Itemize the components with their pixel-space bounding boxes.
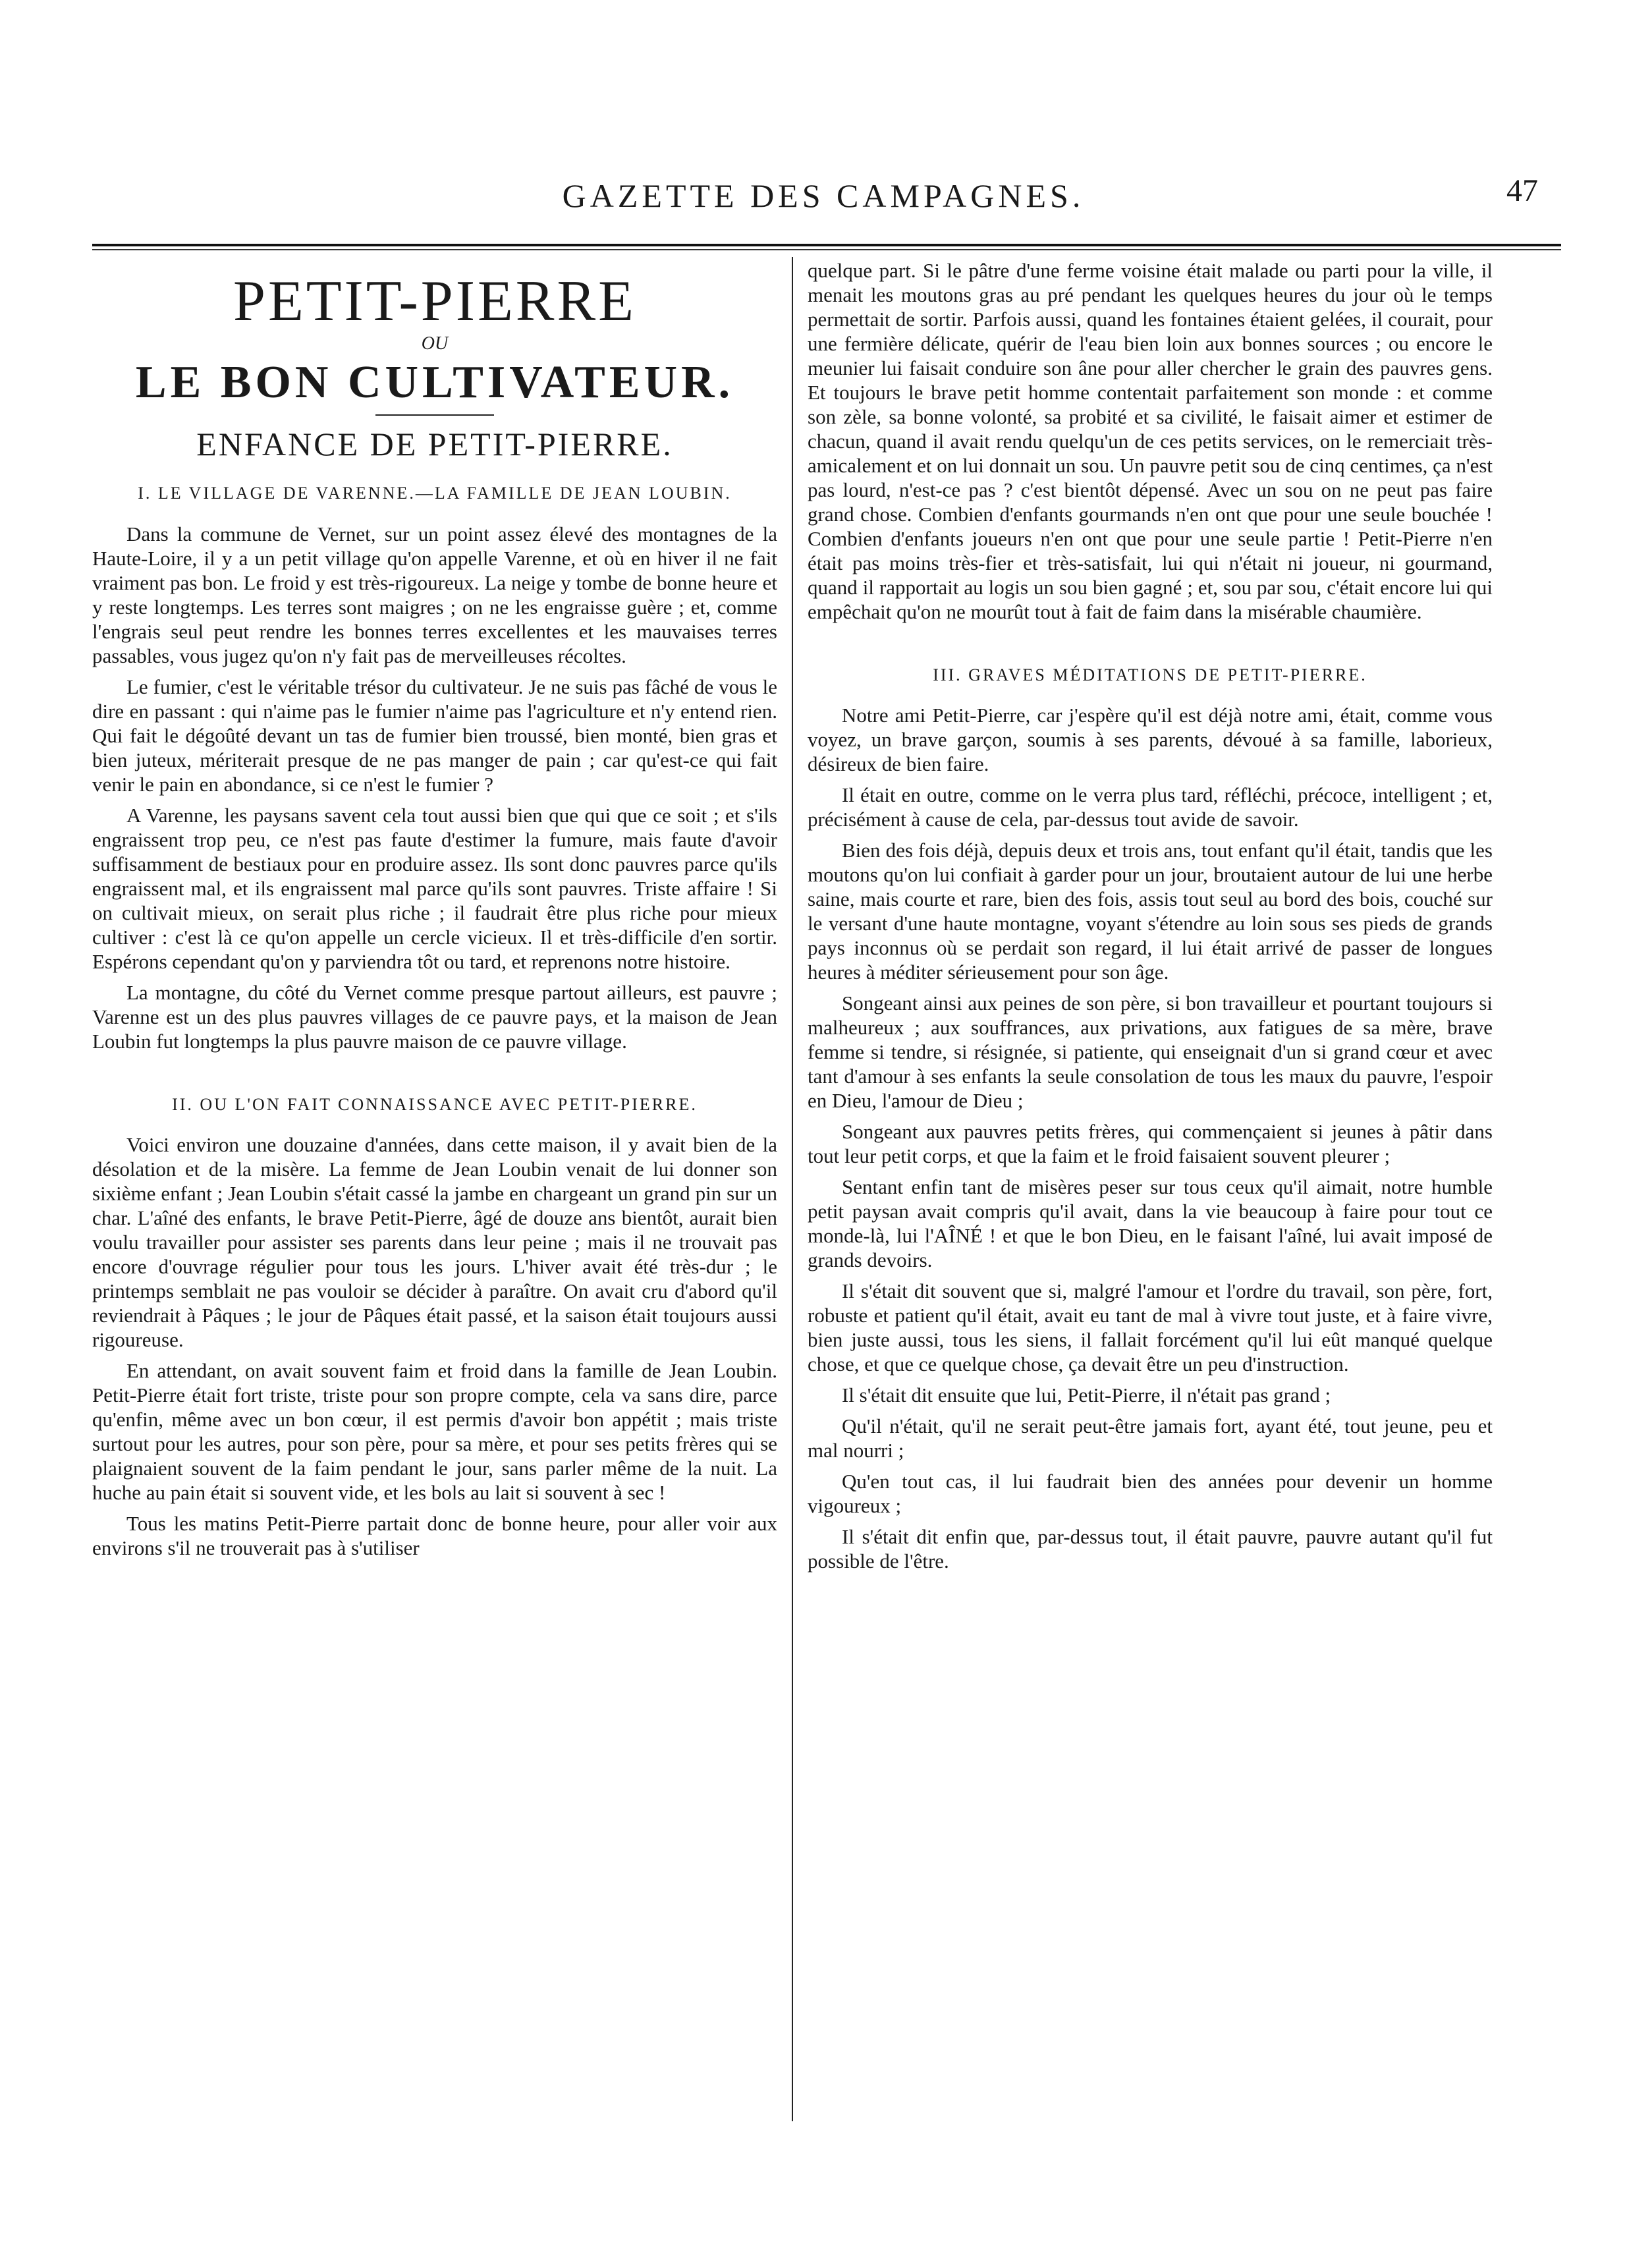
section-heading: II. OU L'ON FAIT CONNAISSANCE AVEC PETIT-PIERRE.	[172, 1094, 698, 1114]
paragraph: En attendant, on avait souvent faim et froid dans la famille de Jean Loubin. Petit-Pierre était fort triste, triste pour son propre compte, cela va sans dire, parce qu'enfin, même avec un bon cœur, il est permis d'avoir bon appétit ; mais triste surtout pour les autres, pour son père, pour sa mère, et pour ses petits frères qui se plaignaient souvent de la faim pendant le jour, sans parler même de la nuit. La huche au pain était si souvent vide, et les bols au lait si souvent à sec !	[92, 1358, 777, 1504]
paragraph: Il s'était dit souvent que si, malgré l'amour et l'ordre du travail, son père, fort, robuste et patient qu'il était, avait eu tant de mal à vivre tout juste, et à faire vivre, bien juste aussi, tous les siens, il fallait forcément qu'il lui eût manqué quelque chose, et que ce quelque chose, ça devait être un peu d'instruction.	[808, 1279, 1493, 1376]
paragraph: La montagne, du côté du Vernet comme presque partout ailleurs, est pauvre ; Varenne est un des plus pauvres villages de ce pauvre pays, et la maison de Jean Loubin fut longtemps la plus pauvre maison de ce pauvre village.	[92, 980, 777, 1053]
title-rule	[375, 414, 494, 416]
paragraph: Il s'était dit enfin que, par-dessus tout, il était pauvre, pauvre autant qu'il fut possible de l'être.	[808, 1525, 1493, 1573]
paragraph: Il s'était dit ensuite que lui, Petit-Pierre, il n'était pas grand ;	[842, 1383, 1331, 1407]
paragraph: Qu'en tout cas, il lui faudrait bien des années pour devenir un homme vigoureux ;	[808, 1470, 1493, 1518]
section-gap	[92, 1060, 777, 1085]
page-number: 47	[1506, 173, 1538, 208]
paragraph: Songeant aux pauvres petits frères, qui commençaient si jeunes à pâtir dans tout leur petit corps, et que la faim et le froid faisaient souvent pleurer ;	[808, 1120, 1493, 1168]
story-connector: OU	[421, 333, 449, 354]
header-rule	[92, 244, 1561, 246]
column-divider	[792, 257, 793, 2121]
paragraph: quelque part. Si le pâtre d'une ferme voisine était malade ou parti pour la ville, il menait les moutons gras au pré pendant les quelques heures du jour où le temps permettait de sortir. Parfois aussi, quand les fontaines étaient gelées, il courait, pour une fermière délicate, quérir de l'eau bien loin aux bonnes sources ; ou encore le meunier lui faisait conduire son âne pour aller chercher le grain des pauvres gens. Et toujours le brave petit homme contentait parfaitement son monde : et comme son zèle, sa bonne volonté, sa probité et sa civilité, le faisait aimer et estimer de chacun, quand il avait rendu quelqu'un de ces petits services, on le remerciait très-amicalement et on lui donnait un sou. Un pauvre petit sou de cinq centimes, ça n'est pas lourd, n'est-ce pas ? c'est bientôt dépensé. Avec un sou on ne peut pas faire grand chose. Combien d'enfants gourmands n'en ont que pour une seule bouchée ! Combien d'enfants joueurs n'en ont que pour une seule partie ! Petit-Pierre n'en était pas moins très-fier et très-satisfait, lui qui n'était ni joueur, ni gourmand, quand il rapportait au logis un sou bien gagné ; et, sou par sou, c'était encore lui qui empêchait qu'on ne mourût tout à fait de faim dans la misérable chaumière.	[808, 259, 1493, 623]
paragraph: Sentant enfin tant de misères peser sur tous ceux qu'il aimait, notre humble petit paysan avait compris qu'il avait, dans la vie beaucoup à faire pour tout ce monde-là, lui l'AÎNÉ ! et que le bon Dieu, en le faisant l'aîné, lui avait imposé de grands devoirs.	[808, 1175, 1493, 1272]
header-rule-thin	[92, 249, 1561, 250]
section-heading: III. GRAVES MÉDITATIONS DE PETIT-PIERRE.	[933, 665, 1367, 684]
paragraph: Le fumier, c'est le véritable trésor du cultivateur. Je ne suis pas fâché de vous le dire en passant : qui n'aime pas le fumier n'aime pas l'agriculture et n'y entend rien. Qui fait le dégoûté devant un tas de fumier bien troussé, bien monté, bien gras et bien juteux, mériterait presque de ne pas manger de pain ; car qu'est-ce qui fait venir le pain en abondance, si ce n'est le fumier ?	[92, 675, 777, 796]
paragraph: Voici environ une douzaine d'années, dans cette maison, il y avait bien de la désolation et de la misère. La femme de Jean Loubin venait de lui donner son sixième enfant ; Jean Loubin s'était cassé la jambe en chargeant un grand pin sur un char. L'aîné des enfants, le brave Petit-Pierre, âgé de douze ans bientôt, aurait bien voulu travailler pour assister ses parents dans leur peine ; mais il ne trouvait pas encore d'ouvrage régulier pour tous les jours. L'hiver avait été très-dur ; le printemps semblait ne pas vouloir se décider à paraître. On avait cru d'abord qu'il reviendrait à Pâques ; le jour de Pâques était passé, et la saison était toujours aussi rigoureuse.	[92, 1132, 777, 1351]
left-column	[92, 258, 777, 1567]
paragraph: Tous les matins Petit-Pierre partait donc de bonne heure, pour aller voir aux environs s'il ne trouverait pas à s'utiliser	[92, 1511, 777, 1559]
paragraph: Bien des fois déjà, depuis deux et trois ans, tout enfant qu'il était, tandis que les moutons qu'on lui confiait à garder pour un jour, broutaient autour de lui une herbe saine, mais courte et rare, bien des fois, assis tout seul au bord des bois, couché sur le versant d'une haute montagne, voyant s'étendre au loin sous ses pieds de grands pays inconnus où se perdait son regard, il lui était arrivé de passer de longues heures à méditer sérieusement pour son âge.	[808, 839, 1493, 984]
story-subtitle: LE BON CULTIVATEUR.	[135, 357, 734, 408]
paragraph: Il était en outre, comme on le verra plus tard, réfléchi, précoce, intelligent ; et, précisément à cause de cela, par-dessus tout avide de savoir.	[808, 783, 1493, 831]
paragraph: Qu'il n'était, qu'il ne serait peut-être jamais fort, ayant été, tout jeune, peu et mal nourri ;	[808, 1414, 1493, 1462]
section-heading: I. LE VILLAGE DE VARENNE.—LA FAMILLE DE JEAN LOUBIN.	[138, 484, 732, 503]
paragraph: Notre ami Petit-Pierre, car j'espère qu'il est déjà notre ami, était, comme vous voyez, un brave garçon, soumis à ses parents, dévoué à sa famille, laborieux, désireux de bien faire.	[808, 704, 1493, 776]
paragraph: Songeant ainsi aux peines de son père, si bon travailleur et pourtant toujours si malheureux ; aux souffrances, aux privations, aux fatigues de sa mère, brave femme si tendre, si résignée, si patiente, qui enseignait d'un si grand cœur et avec tant d'amour à ses enfants la seule consolation de tous les maux du pauvre, l'espoir en Dieu, l'amour de Dieu ;	[808, 991, 1493, 1113]
right-column	[808, 258, 1493, 1580]
journal-title: GAZETTE DES CAMPAGNES.	[562, 177, 1085, 214]
chapter-heading: ENFANCE DE PETIT-PIERRE.	[196, 426, 673, 463]
section-gap	[808, 630, 1493, 655]
paragraph: Dans la commune de Vernet, sur un point assez élevé des montagnes de la Haute-Loire, il y a un petit village qu'on appelle Varenne, et où en hiver il ne fait vraiment pas bon. Le froid y est très-rigoureux. La neige y tombe de bonne heure et y reste longtemps. Les terres sont maigres ; on ne les engraisse guère ; et, comme l'engrais seul peut rendre les bonnes terres excellentes et les mauvaises terres passables, vous jugez qu'on n'y fait pas de merveilleuses récoltes.	[92, 522, 777, 667]
paragraph: A Varenne, les paysans savent cela tout aussi bien que qui que ce soit ; et s'ils engraissent trop peu, ce n'est pas faute d'estimer la fumure, mais faute d'avoir suffisamment de bestiaux pour en produire assez. Ils sont donc pauvres parce qu'ils engraissent mal, et ils engraissent mal parce qu'ils sont pauvres. Triste affaire ! Si on cultivait mieux, on serait plus riche ; il faudrait être plus riche pour mieux cultiver : c'est là ce qu'on appelle un cercle vicieux. Il et très-difficile d'en sortir. Espérons cependant qu'on y parviendra tôt ou tard, et reprenons notre histoire.	[92, 803, 777, 973]
running-header	[99, 165, 1548, 224]
story-title: PETIT-PIERRE	[233, 269, 636, 333]
